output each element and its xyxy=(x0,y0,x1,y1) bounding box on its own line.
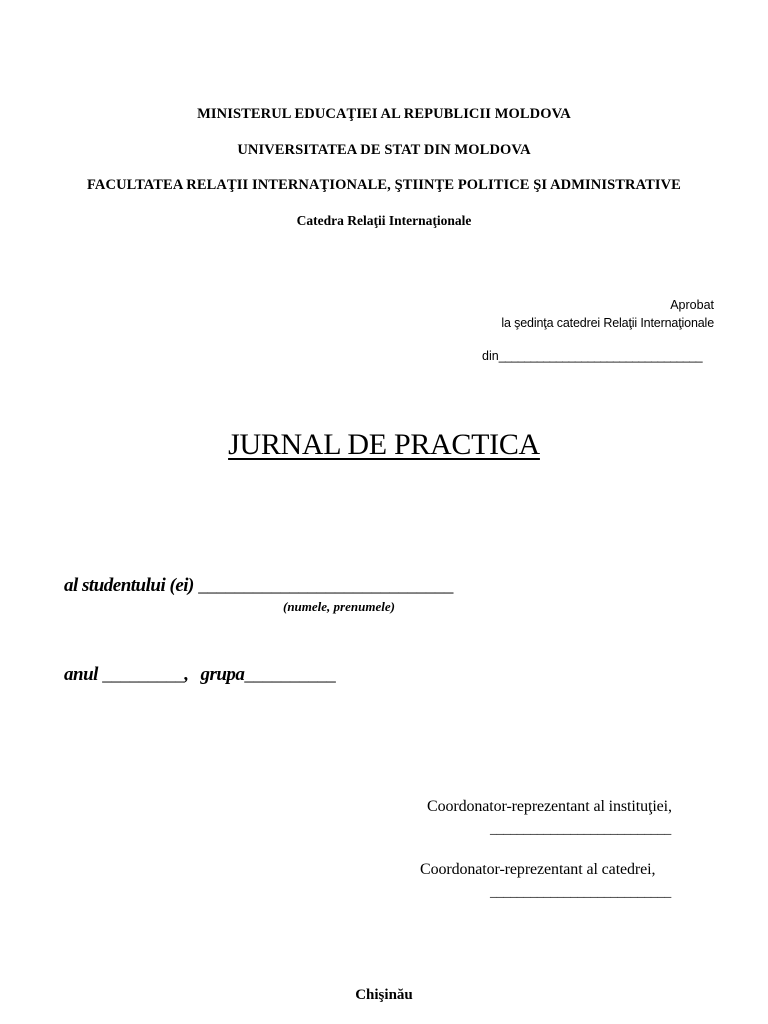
student-field xyxy=(64,575,453,597)
group-label: grupa xyxy=(200,664,245,685)
faculty-heading: FACULTATEA RELAŢII INTERNAŢIONALE, ŞTIINŢE POLITICE ŞI ADMINISTRATIVE xyxy=(87,177,681,193)
group-blank: __________ xyxy=(244,664,336,685)
student-name-blank: ____________________________ xyxy=(193,575,454,596)
year-blank: _________ xyxy=(97,664,185,685)
year-group-comma: , xyxy=(184,664,189,685)
university-heading: UNIVERSITATEA DE STAT DIN MOLDOVA xyxy=(237,142,531,158)
institution-coordinator-label: Coordonator-reprezentant al instituţiei, xyxy=(427,798,672,815)
year-label: anul xyxy=(64,664,98,685)
approval-label: Aprobat xyxy=(670,298,714,312)
document-title: JURNAL DE PRACTICA xyxy=(228,428,540,461)
approval-date xyxy=(482,349,702,363)
approval-date-blank: ________________________________ xyxy=(498,349,702,363)
city-footer: Chişinău xyxy=(355,987,413,1003)
department-coordinator-label: Coordonator-reprezentant al catedrei, xyxy=(420,861,656,878)
department-heading: Catedra Relaţii Internaţionale xyxy=(296,213,472,228)
department-coordinator-signature-line: ___________________________ xyxy=(490,885,671,900)
institution-coordinator-signature-line: ___________________________ xyxy=(490,822,671,837)
student-label: al studentului (ei) xyxy=(64,575,194,596)
year-group-field xyxy=(64,664,335,686)
student-name-hint: (numele, prenumele) xyxy=(283,599,395,614)
approval-meeting: la şedinţa catedrei Relaţii Internaţionale xyxy=(501,316,714,330)
ministry-heading: MINISTERUL EDUCAŢIEI AL REPUBLICII MOLDOVA xyxy=(197,106,571,122)
approval-date-label: din xyxy=(482,349,499,363)
